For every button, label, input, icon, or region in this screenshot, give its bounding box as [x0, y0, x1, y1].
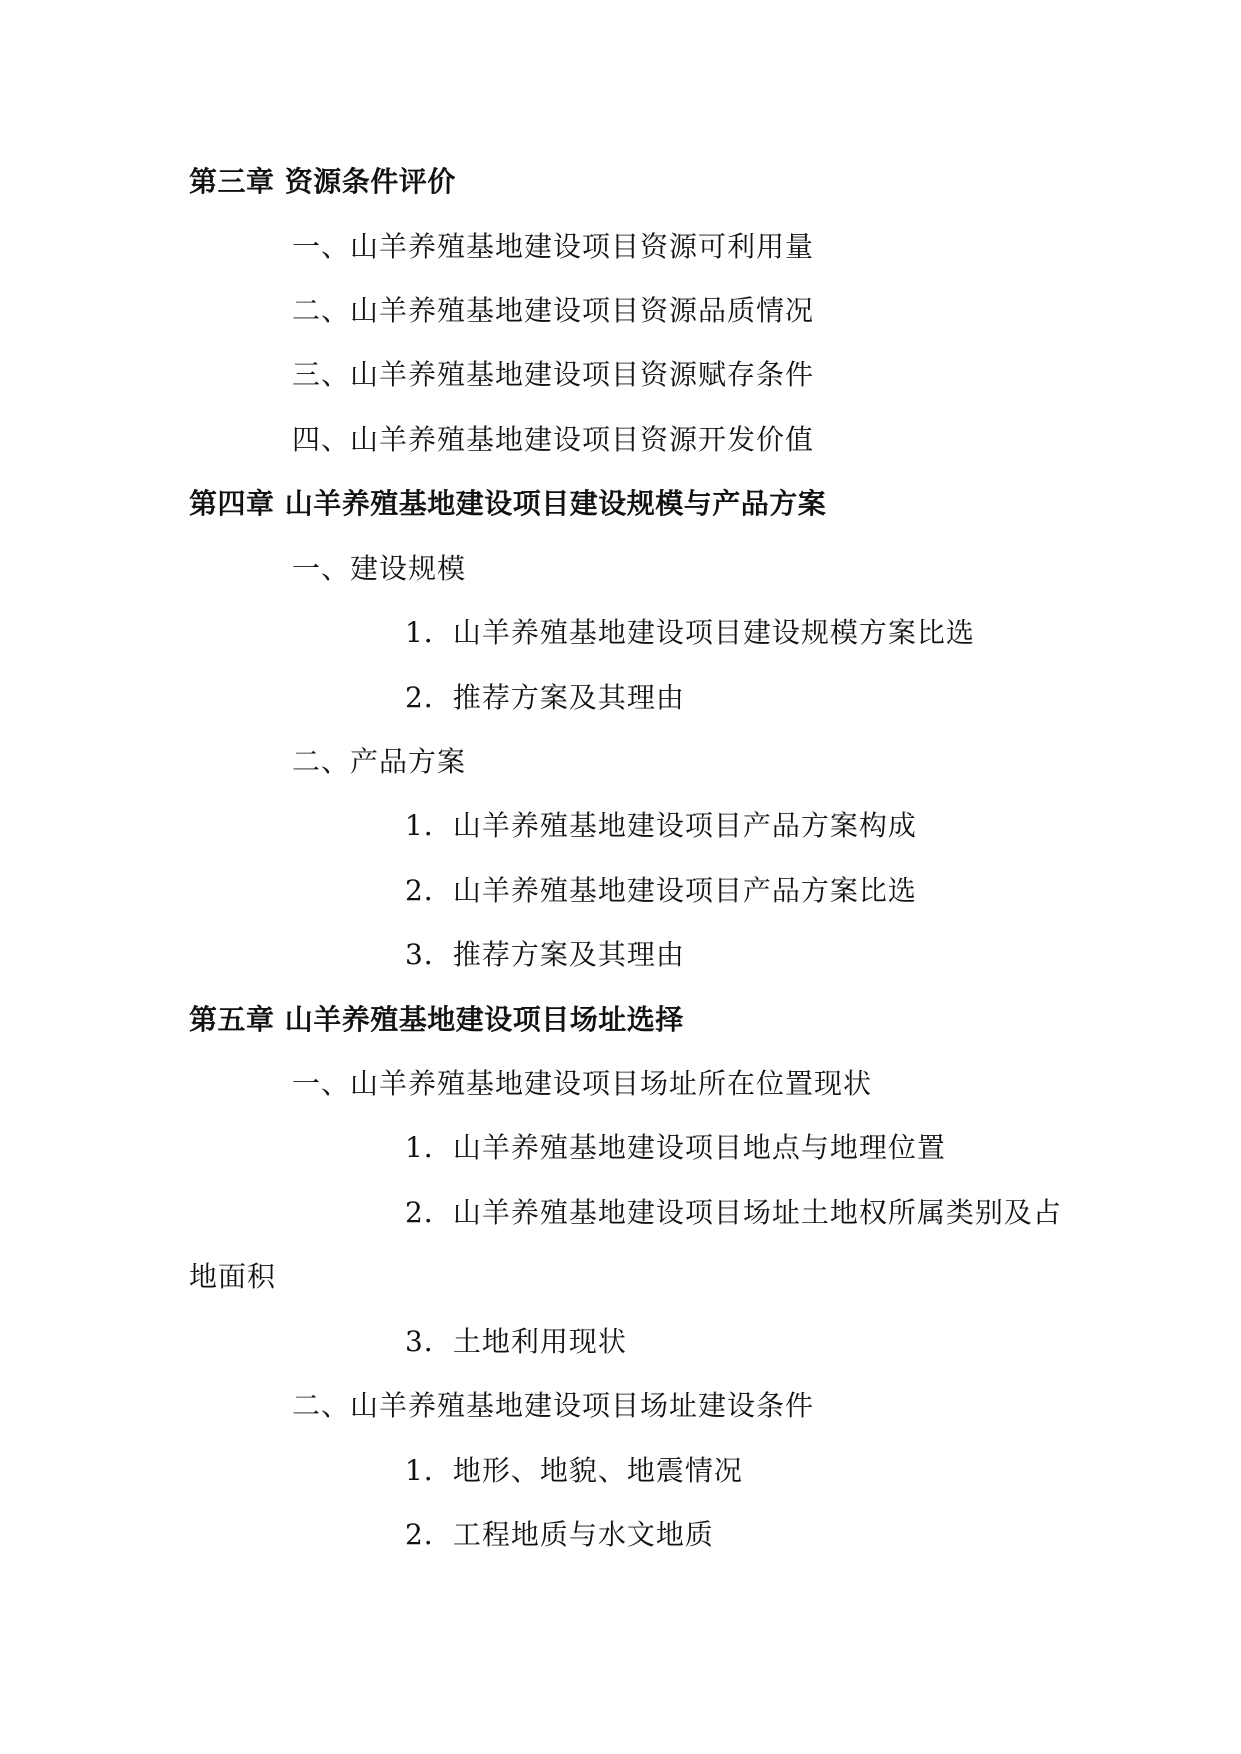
section-5-2: 二、山羊养殖基地建设项目场址建设条件 — [292, 1389, 815, 1422]
section-3-1: 一、山羊养殖基地建设项目资源可利用量 — [292, 230, 815, 263]
subsection-5-1-2-continuation: 地面积 — [189, 1260, 277, 1293]
chapter-3-heading: 第三章 资源条件评价 — [189, 165, 456, 198]
section-3-3: 三、山羊养殖基地建设项目资源赋存条件 — [292, 358, 815, 391]
subsection-4-1-2: 2．推荐方案及其理由 — [405, 681, 685, 714]
section-3-4: 四、山羊养殖基地建设项目资源开发价值 — [292, 423, 815, 456]
subsection-5-2-2: 2．工程地质与水文地质 — [405, 1518, 714, 1551]
section-5-1: 一、山羊养殖基地建设项目场址所在位置现状 — [292, 1067, 873, 1100]
section-3-2: 二、山羊养殖基地建设项目资源品质情况 — [292, 294, 815, 327]
chapter-4-heading: 第四章 山羊养殖基地建设项目建设规模与产品方案 — [189, 487, 827, 520]
subsection-5-2-1: 1．地形、地貌、地震情况 — [405, 1454, 743, 1487]
subsection-4-1-1: 1．山羊养殖基地建设项目建设规模方案比选 — [405, 616, 975, 649]
subsection-5-1-2: 2．山羊养殖基地建设项目场址土地权所属类别及占 — [405, 1196, 1062, 1229]
section-4-2: 二、产品方案 — [292, 745, 467, 778]
subsection-4-2-1: 1．山羊养殖基地建设项目产品方案构成 — [405, 809, 917, 842]
subsection-4-2-3: 3．推荐方案及其理由 — [405, 938, 685, 971]
section-4-1: 一、建设规模 — [292, 552, 467, 585]
subsection-5-1-1: 1．山羊养殖基地建设项目地点与地理位置 — [405, 1131, 946, 1164]
subsection-5-1-3: 3．土地利用现状 — [405, 1325, 627, 1358]
chapter-5-heading: 第五章 山羊养殖基地建设项目场址选择 — [189, 1003, 684, 1036]
subsection-4-2-2: 2．山羊养殖基地建设项目产品方案比选 — [405, 874, 917, 907]
